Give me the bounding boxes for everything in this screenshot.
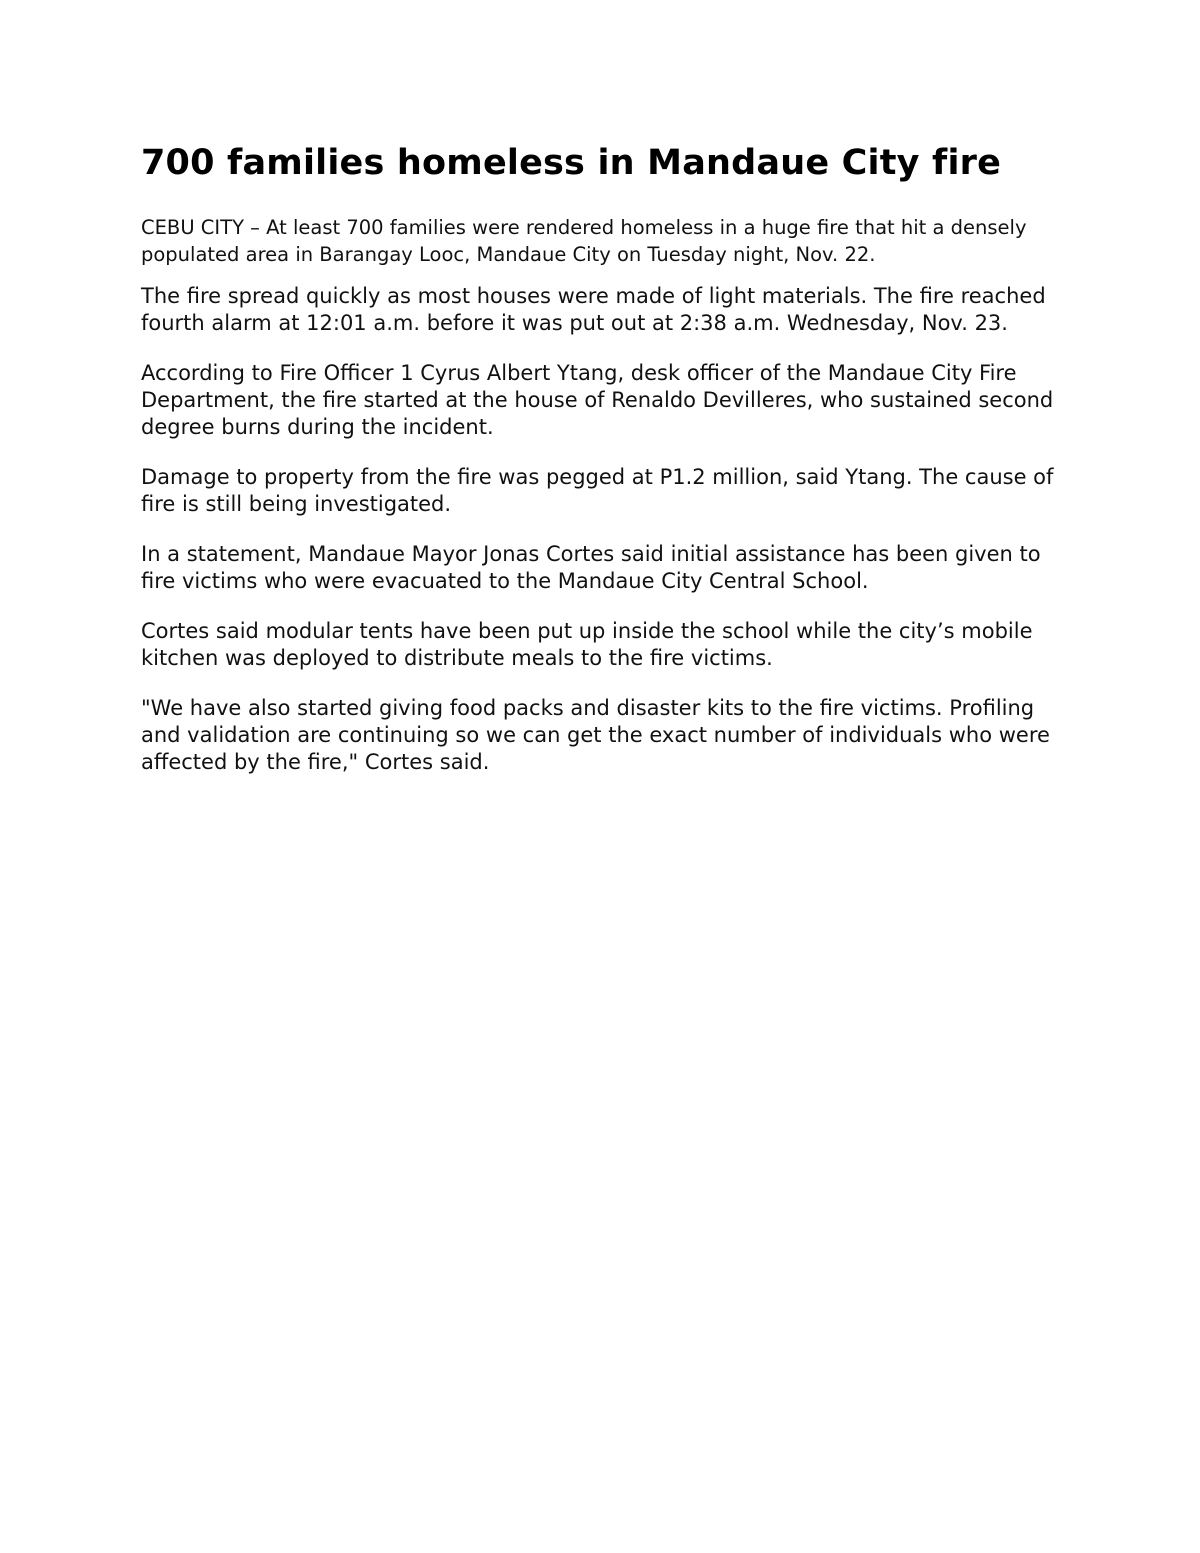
article-headline: 700 families homeless in Mandaue City fire: [141, 143, 1002, 183]
article-paragraph: According to Fire Officer 1 Cyrus Albert Ytang, desk officer of the Mandaue City Fire Department, the fire started at the house of Renaldo Devilleres, who sustained second degree burns during the incident.: [141, 361, 1054, 439]
article-paragraph: "We have also started giving food packs and disaster kits to the fire victims. Profiling and validation are continuing so we can get the exact number of individuals who were affected by the fire," Cortes said.: [141, 696, 1050, 774]
article-paragraph: The fire spread quickly as most houses were made of light materials. The fire reached fourth alarm at 12:01 a.m. before it was put out at 2:38 a.m. Wednesday, Nov. 23.: [141, 284, 1046, 335]
article-lede: CEBU CITY – At least 700 families were rendered homeless in a huge fire that hit a densely populated area in Barangay Looc, Mandaue City on Tuesday night, Nov. 22.: [141, 216, 1027, 266]
article-paragraph: In a statement, Mandaue Mayor Jonas Cortes said initial assistance has been given to fire victims who were evacuated to the Mandaue City Central School.: [141, 542, 1041, 593]
article-paragraph: Damage to property from the fire was pegged at P1.2 million, said Ytang. The cause of fire is still being investigated.: [141, 465, 1054, 516]
document-page: [141, 140, 1071, 799]
article-paragraph: Cortes said modular tents have been put up inside the school while the city’s mobile kitchen was deployed to distribute meals to the fire victims.: [141, 619, 1033, 670]
